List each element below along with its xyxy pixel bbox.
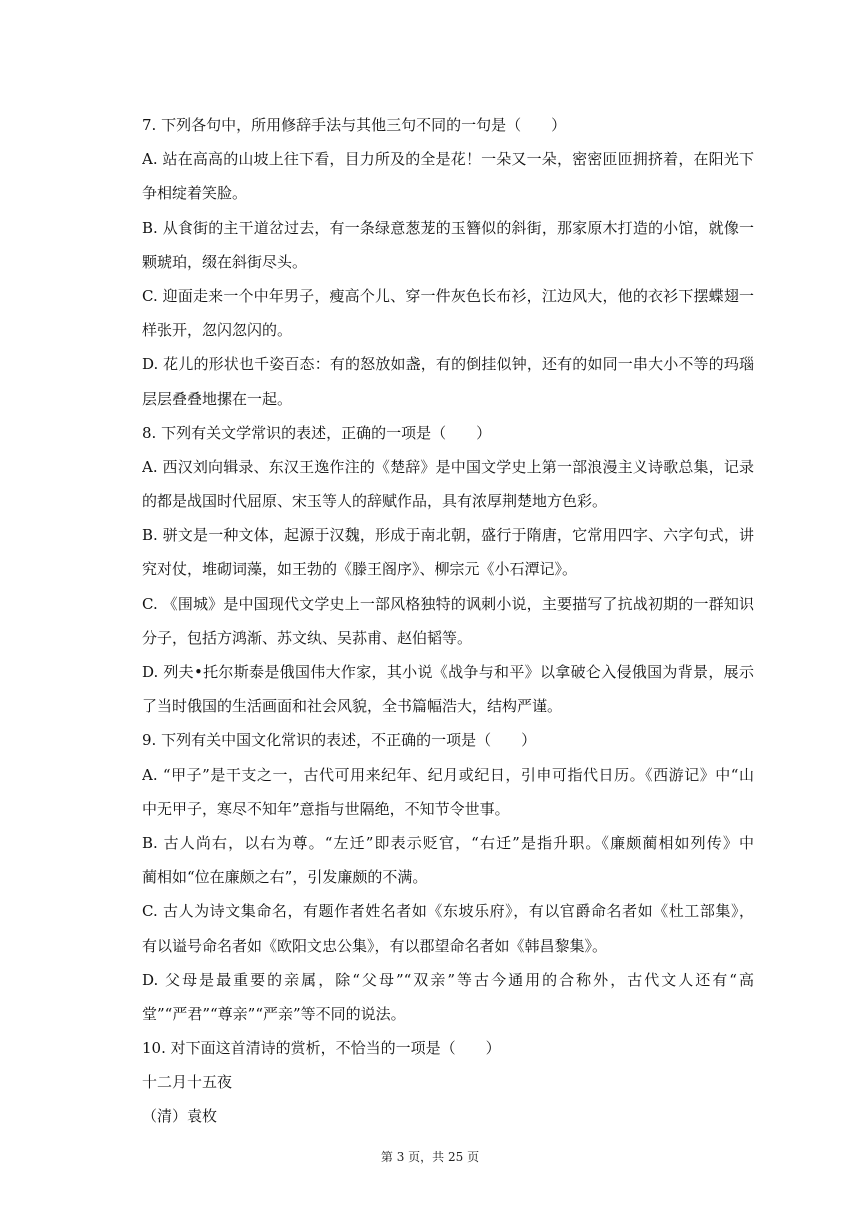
poem-author: （清）袁枚	[142, 1107, 218, 1126]
question-9-option-d-line-2: 堂”“严君”“尊亲”“严亲”等不同的说法。	[142, 1004, 406, 1023]
question-9-option-c-line-2: 有以谥号命名者如《欧阳文忠公集》，有以郡望命名者如《韩昌黎集》。	[142, 936, 608, 955]
question-8-option-b-line-1: B. 骈文是一种文体，起源于汉魏，形成于南北朝，盛行于隋唐，它常用四字、六字句式，讲	[142, 526, 754, 545]
question-8-option-a-line-2: 的都是战国时代屈原、宋玉等人的辞赋作品，具有浓厚荆楚地方色彩。	[142, 492, 608, 511]
question-8-option-b-line-2: 究对仗，堆砌词藻，如王勃的《滕王阁序》、柳宗元《小石潭记》。	[142, 560, 578, 579]
question-8-option-d-line-2: 了当时俄国的生活画面和社会风貌，全书篇幅浩大，结构严谨。	[142, 697, 563, 716]
question-8-option-d-line-1: D. 列夫•托尔斯泰是俄国伟大作家，其小说《战争与和平》以拿破仑入侵俄国为背景，展示	[142, 663, 754, 681]
question-8-option-c-line-2: 分子，包括方鸿渐、苏文纨、吴荪甫、赵伯韬等。	[142, 628, 473, 647]
question-9-option-d-line-1: D. 父母是最重要的亲属，除“父母”“双亲”等古今通用的合称外，古代文人还有“高	[142, 970, 754, 989]
question-7-option-d-line-2: 层层叠叠地摞在一起。	[142, 389, 293, 408]
question-9-stem: 9. 下列有关中国文化常识的表述，不正确的一项是（ ）	[142, 731, 537, 750]
question-7-option-c-line-2: 样张开，忽闪忽闪的。	[142, 321, 293, 340]
question-8-option-a-line-1: A. 西汉刘向辑录、东汉王逸作注的《楚辞》是中国文学史上第一部浪漫主义诗歌总集，记录	[142, 457, 754, 476]
question-9-option-c-line-1: C. 古人为诗文集命名，有题作者姓名者如《东坡乐府》，有以官爵命名者如《杜工部集》，	[142, 902, 754, 921]
question-7-option-b-line-2: 颗琥珀，缀在斜街尽头。	[142, 252, 308, 271]
question-7-option-d-line-1: D. 花儿的形状也千姿百态：有的怒放如盏，有的倒挂似钟，还有的如同一串大小不等的玛瑙	[142, 355, 754, 374]
question-7-option-a-line-1: A. 站在高高的山坡上往下看，目力所及的全是花！一朵又一朵，密密匝匝拥挤着，在阳光下	[142, 150, 754, 169]
question-8-stem: 8. 下列有关文学常识的表述，正确的一项是（ ）	[142, 423, 492, 442]
question-9-option-a-line-2: 中无甲子，寒尽不知年”意指与世隔绝，不知节令世事。	[142, 799, 510, 818]
question-9-option-b-line-2: 蔺相如“位在廉颇之右”，引发廉颇的不满。	[142, 868, 428, 887]
poem-title: 十二月十五夜	[142, 1073, 233, 1092]
question-9-option-b-line-1: B. 古人尚右，以右为尊。“左迁”即表示贬官，“右迁”是指升职。《廉颇蔺相如列传》中	[142, 833, 754, 852]
question-7-option-b-line-1: B. 从食街的主干道岔过去，有一条绿意葱茏的玉簪似的斜街，那家原木打造的小馆，就像一	[142, 218, 754, 237]
page-number-footer: 第 3 页，共 25 页	[380, 1150, 480, 1164]
question-10-stem: 10. 对下面这首清诗的赏析，不恰当的一项是（ ）	[142, 1039, 501, 1058]
question-8-option-c-line-1: C. 《围城》是中国现代文学史上一部风格独特的讽刺小说，主要描写了抗战初期的一群知识	[142, 594, 754, 613]
question-7-option-a-line-2: 争相绽着笑脸。	[142, 184, 248, 203]
question-9-option-a-line-1: A. “甲子”是干支之一，古代可用来纪年、纪月或纪日，引申可指代日历。《西游记》中“山	[142, 765, 754, 784]
question-7-option-c-line-1: C. 迎面走来一个中年男子，瘦高个儿、穿一件灰色长布衫，江边风大，他的衣衫下摆蝶翅一	[142, 286, 754, 305]
question-7-stem: 7. 下列各句中，所用修辞手法与其他三句不同的一句是（ ）	[142, 116, 567, 134]
page-content	[142, 108, 754, 1134]
